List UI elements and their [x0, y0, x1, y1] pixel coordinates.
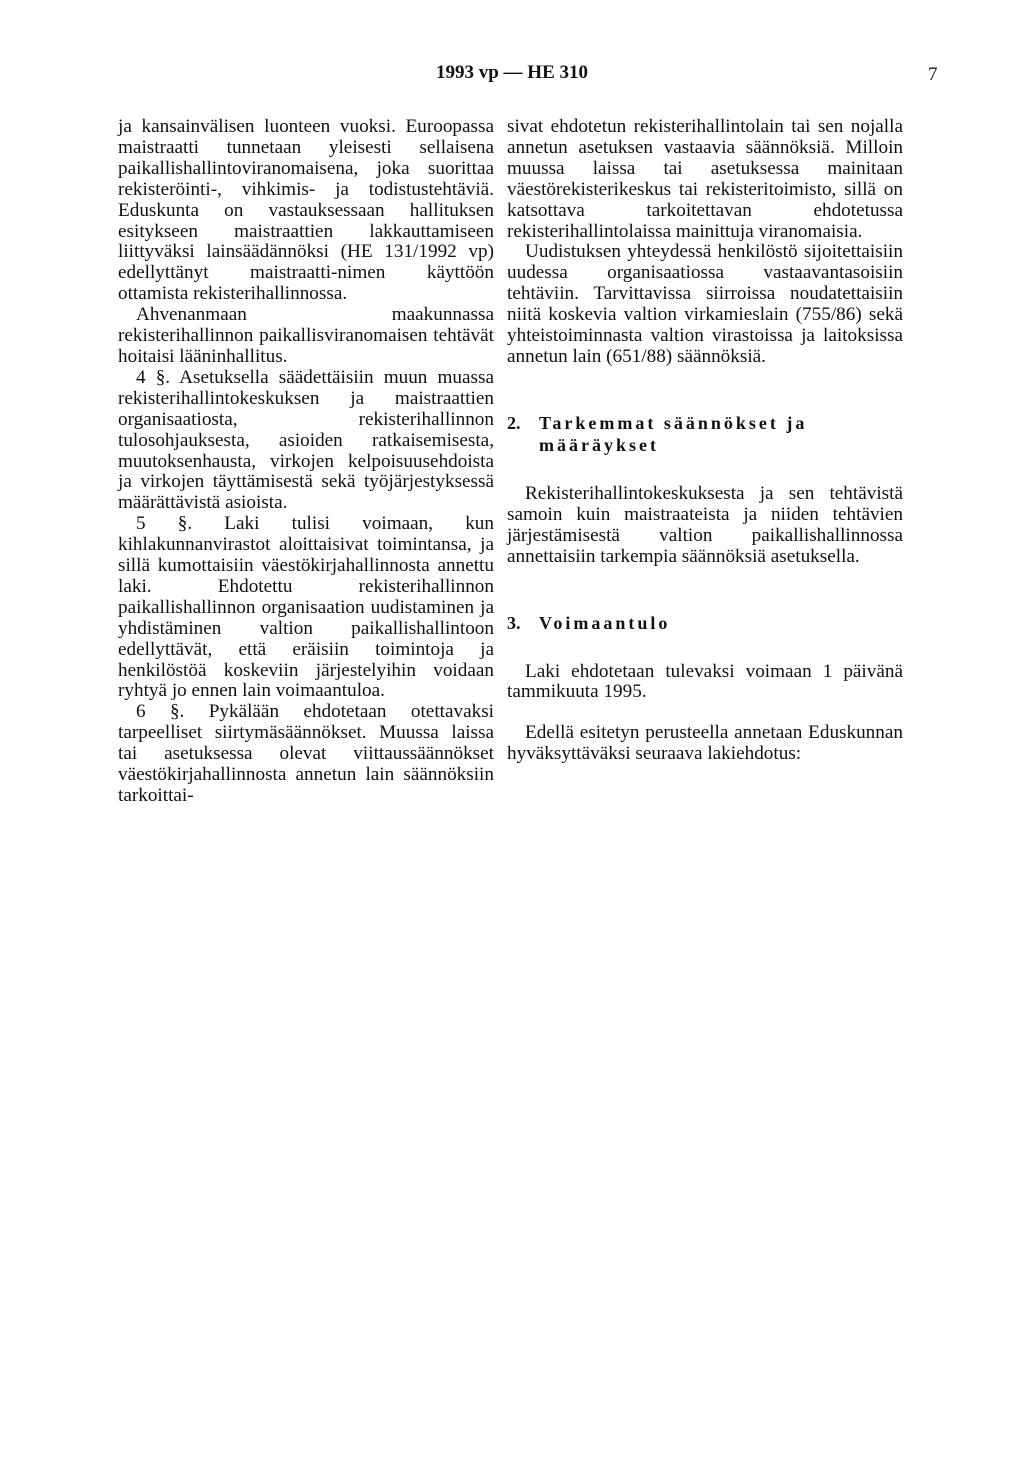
paragraph: Rekisterihallintokeskuksesta ja sen tehtävistä samoin kuin maistraateista ja niiden tehtävien järjestämisestä valtion paikallishallinnossa annettaisiin tarkempia säännöksiä asetuksella.	[507, 482, 903, 567]
section-number: 3.	[507, 612, 521, 633]
section-title: Voimaantulo	[539, 612, 671, 633]
paragraph: Laki ehdotetaan tulevaksi voimaan 1 päivänä tammikuuta 1995.	[507, 660, 903, 703]
paragraph: 6 §. Pykälään ehdotetaan otettavaksi tarpeelliset siirtymäsäännökset. Muussa laissa tai asetuksessa olevat viittaussäännökset väestökirjahallinnosta annetun lain säännöksiin tarkoittai-	[118, 701, 494, 806]
right-column	[507, 117, 903, 765]
paragraph: sivat ehdotetun rekisterihallintolain tai sen nojalla annetun asetuksen vastaavia säännöksiä. Milloin muussa laissa tai asetuksessa mainitaan väestörekisterikeskus tai rekisteritoimisto, sillä on katsottava tarkoitettavan ehdotetussa rekisterihallintolaissa mainittuja viranomaisia.	[507, 116, 903, 242]
page-number: 7	[928, 64, 938, 85]
paragraph: Ahvenanmaan maakunnassa rekisterihallinnon paikallisviranomaisen tehtävät hoitaisi lääninhallitus.	[118, 304, 494, 367]
section-heading	[507, 612, 903, 634]
paragraph: 5 §. Laki tulisi voimaan, kun kihlakunnanvirastot aloittaisivat toimintansa, ja sillä kumottaisiin väestökirjahallinnosta annettu laki. Ehdotettu rekisterihallinnon paikallishallinnon organisaation uudistaminen ja yhdistäminen valtion paikallishallintoon edellyttävät, että eräisiin toimintoja ja henkilöstöä koskeviin järjestelyihin voidaan ryhtyä jo ennen lain voimaantuloa.	[118, 513, 494, 702]
paragraph: 4 §. Asetuksella säädettäisiin muun muassa rekisterihallintokeskuksen ja maistraattien organisaatiosta, rekisterihallinnon tulosohjauksesta, asioiden ratkaisemisesta, muutoksenhausta, virkojen kelpoisuusehdoista ja virkojen täyttämisestä sekä työjärjestyksessä määrättävistä asioista.	[118, 366, 494, 514]
paragraph: Edellä esitetyn perusteella annetaan Eduskunnan hyväksyttäväksi seuraava lakiehdotus:	[507, 722, 903, 765]
document-title: 1993 vp — HE 310	[435, 62, 589, 83]
section-number: 2.	[507, 412, 521, 433]
section-title: Tarkemmat säännökset ja	[539, 412, 808, 433]
left-column	[118, 117, 494, 807]
page-header	[0, 62, 1024, 86]
section-heading	[507, 412, 903, 456]
section-title-continued: määräykset	[539, 434, 659, 455]
paragraph: ja kansainvälisen luonteen vuoksi. Euroopassa maistraatti tunnetaan yleisesti sellaisena paikallishallintoviranomaisena, joka suorittaa rekisteröinti-, vihkimis- ja todistustehtäviä. Eduskunta on vastauksessaan hallituksen esitykseen maistraattien lakkauttamiseen liittyväksi lainsäädännöksi (HE 131/1992 vp) edellyttänyt maistraatti-nimen käyttöön ottamista rekisterihallinnossa.	[118, 116, 494, 305]
paragraph: Uudistuksen yhteydessä henkilöstö sijoitettaisiin uudessa organisaatiossa vastaavantasoisiin tehtäviin. Tarvittavissa siirroissa noudatettaisiin niitä koskevia valtion virkamieslain (755/86) sekä yhteistoiminnasta valtion virastoissa ja laitoksissa annetun lain (651/88) säännöksiä.	[507, 241, 903, 367]
